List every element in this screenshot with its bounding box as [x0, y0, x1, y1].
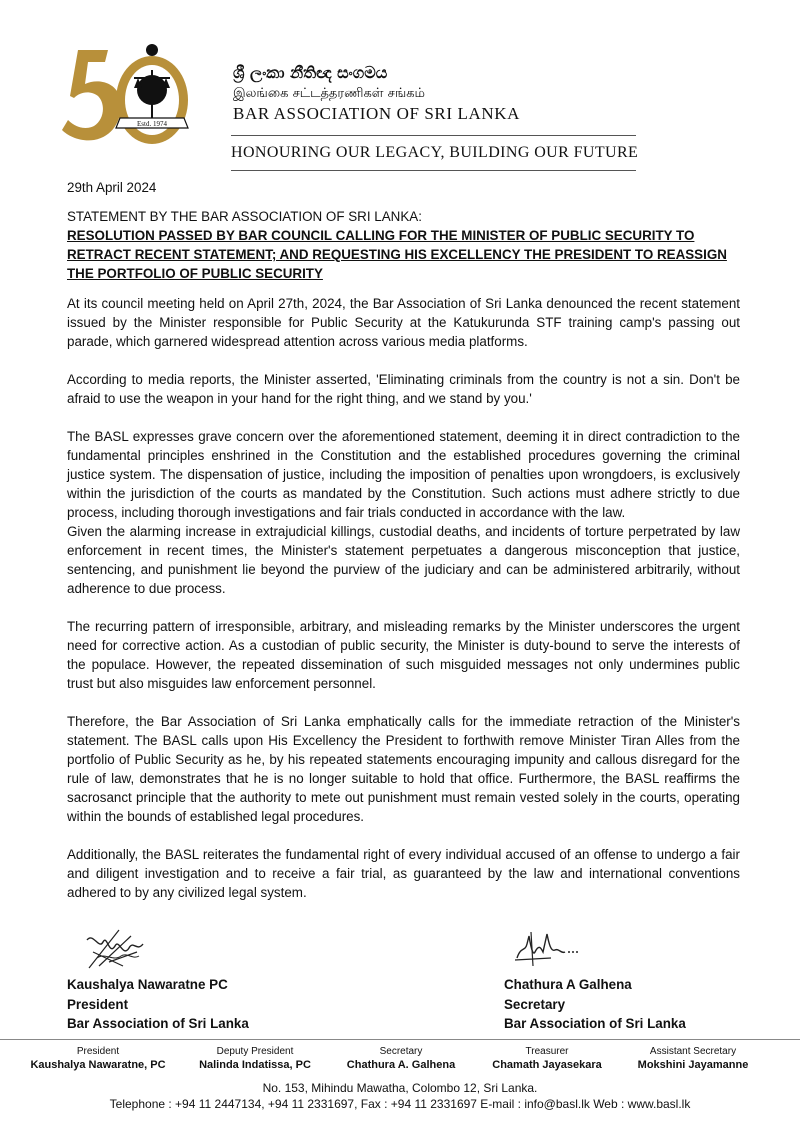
signatory-secretary — [504, 975, 686, 1034]
tagline-top-rule — [231, 135, 636, 136]
officer-name: Nalinda Indatissa, PC — [199, 1059, 311, 1071]
statement-title: RESOLUTION PASSED BY BAR COUNCIL CALLING FOR THE MINISTER OF PUBLIC SECURITY TO RETRACT RECENT STATEMENT; AND REQUESTING HIS EXCELLENCY THE PRESIDENT TO REASSIGN THE PORTFOLIO OF PUBLIC SECURITY — [67, 228, 727, 281]
paragraph-3: The BASL expresses grave concern over the aforementioned statement, deeming it in direct contradiction to the fundamental principles enshrined in the Constitution and the established procedures governing the criminal justice system. The dispensation of justice, including the imposition of penalties upon wrongdoers, is exclusively within the jurisdiction of the courts as mandated by the Constitution. Such actions must adhere strictly to due process, including thorough investigations and fair trials conducted in accordance with the law. — [67, 429, 740, 520]
paragraph-1: At its council meeting held on April 27th, 2024, the Bar Association of Sri Lanka denounced the recent statement issued by the Minister responsible for Public Security at the Katukurunda STF training camp's passing out parade, which garnered widespread attention across various media platforms. — [67, 296, 740, 349]
tagline-bottom-rule — [231, 170, 636, 171]
org-name-tamil: இலங்கை சட்டத்தரணிகள் சங்கம் — [233, 86, 425, 101]
org-name-sinhala: ශ්‍රී ලංකා නීතිඥ සංගමය — [233, 63, 388, 82]
officer-president — [18, 1045, 178, 1072]
letterhead — [0, 0, 800, 175]
footer-contact: Telephone : +94 11 2447134, +94 11 2331697, Fax : +94 11 2331697 E-mail : info@basl.lk Web : www.basl.lk — [109, 1097, 691, 1111]
letter-body — [67, 178, 740, 921]
paragraph-7: Additionally, the BASL reiterates the fundamental right of every individual accused of an offense to undergo a fair and diligent investigation and to receive a fair trial, as guaranteed by the law and international conventions adhered to by any civilized legal system. — [67, 847, 740, 900]
officer-assistant-secretary — [613, 1045, 773, 1072]
officer-name: Kaushalya Nawaratne, PC — [30, 1059, 166, 1071]
signatory-name: Chathura A Galhena — [504, 977, 632, 992]
officer-name: Mokshini Jayamanne — [637, 1059, 749, 1071]
statement-heading: STATEMENT BY THE BAR ASSOCIATION OF SRI LANKA: — [67, 209, 422, 224]
letter-date: 29th April 2024 — [67, 180, 157, 195]
signatory-title: Secretary — [504, 996, 566, 1012]
paragraph-2: According to media reports, the Minister asserted, 'Eliminating criminals from the country is not a sin. Don't be afraid to use the weapon in your hand for the right thing, and we stand by you.' — [67, 372, 740, 406]
officer-name: Chamath Jayasekara — [492, 1059, 602, 1071]
signatory-organization: Bar Association of Sri Lanka — [504, 1016, 686, 1031]
footer-divider — [0, 1039, 800, 1040]
secretary-signature-icon — [511, 922, 583, 972]
paragraph-5: The recurring pattern of irresponsible, arbitrary, and misleading remarks by the Minister underscores the urgent need for corrective action. As a custodian of public security, the Minister is duty-bound to serve the interests of the populace. However, the repeated dissemination of such misguided messages not only undermines public trust but also misguides law enforcement personnel. — [67, 619, 740, 691]
officer-role: Deputy President — [216, 1046, 294, 1057]
signatory-title: President — [67, 996, 129, 1012]
signatory-name: Kaushalya Nawaratne PC — [67, 977, 228, 992]
officer-role: Treasurer — [525, 1046, 569, 1057]
officer-deputy-president — [175, 1045, 335, 1072]
footer-address: No. 153, Mihindu Mawatha, Colombo 12, Sri Lanka. — [262, 1081, 538, 1095]
officer-role: Secretary — [379, 1046, 423, 1057]
org-name-english: BAR ASSOCIATION OF SRI LANKA — [233, 104, 520, 123]
paragraph-6: Therefore, the Bar Association of Sri Lanka emphatically calls for the immediate retraction of the Minister's statement. The BASL calls upon His Excellency the President to forthwith remove Minister Tiran Alles from the portfolio of Public Security as he, by his repeated statements encouraging impunity and callous disregard for the rule of law, demonstrates that he is no longer suitable to hold that office. Furthermore, the BASL reaffirms the sacrosanct principle that the authority to mete out punishment must remain vested solely in the courts, operating within the bounds of established legal procedures. — [67, 714, 740, 824]
president-signature-icon — [79, 922, 149, 976]
paragraph-4: Given the alarming increase in extrajudicial killings, custodial deaths, and incidents of torture perpetrated by law enforcement in recent times, the Minister's statement perpetuates a dangerous misconception that justice, sentencing, and punishment lie beyond the purview of the judiciary and can be administered arbitrarily, without adherence to due process. — [67, 524, 740, 596]
officer-treasurer — [467, 1045, 627, 1072]
basl-50-years-logo — [58, 40, 198, 158]
officer-role: President — [76, 1046, 120, 1057]
officer-name: Chathura A. Galhena — [346, 1059, 456, 1071]
officer-secretary — [321, 1045, 481, 1072]
tagline: HONOURING OUR LEGACY, BUILDING OUR FUTURE — [231, 144, 639, 161]
officer-role: Assistant Secretary — [649, 1046, 737, 1057]
logo-established-text: Estd. 1974 — [137, 120, 167, 128]
signatory-organization: Bar Association of Sri Lanka — [67, 1016, 249, 1031]
signatory-president — [67, 975, 249, 1034]
